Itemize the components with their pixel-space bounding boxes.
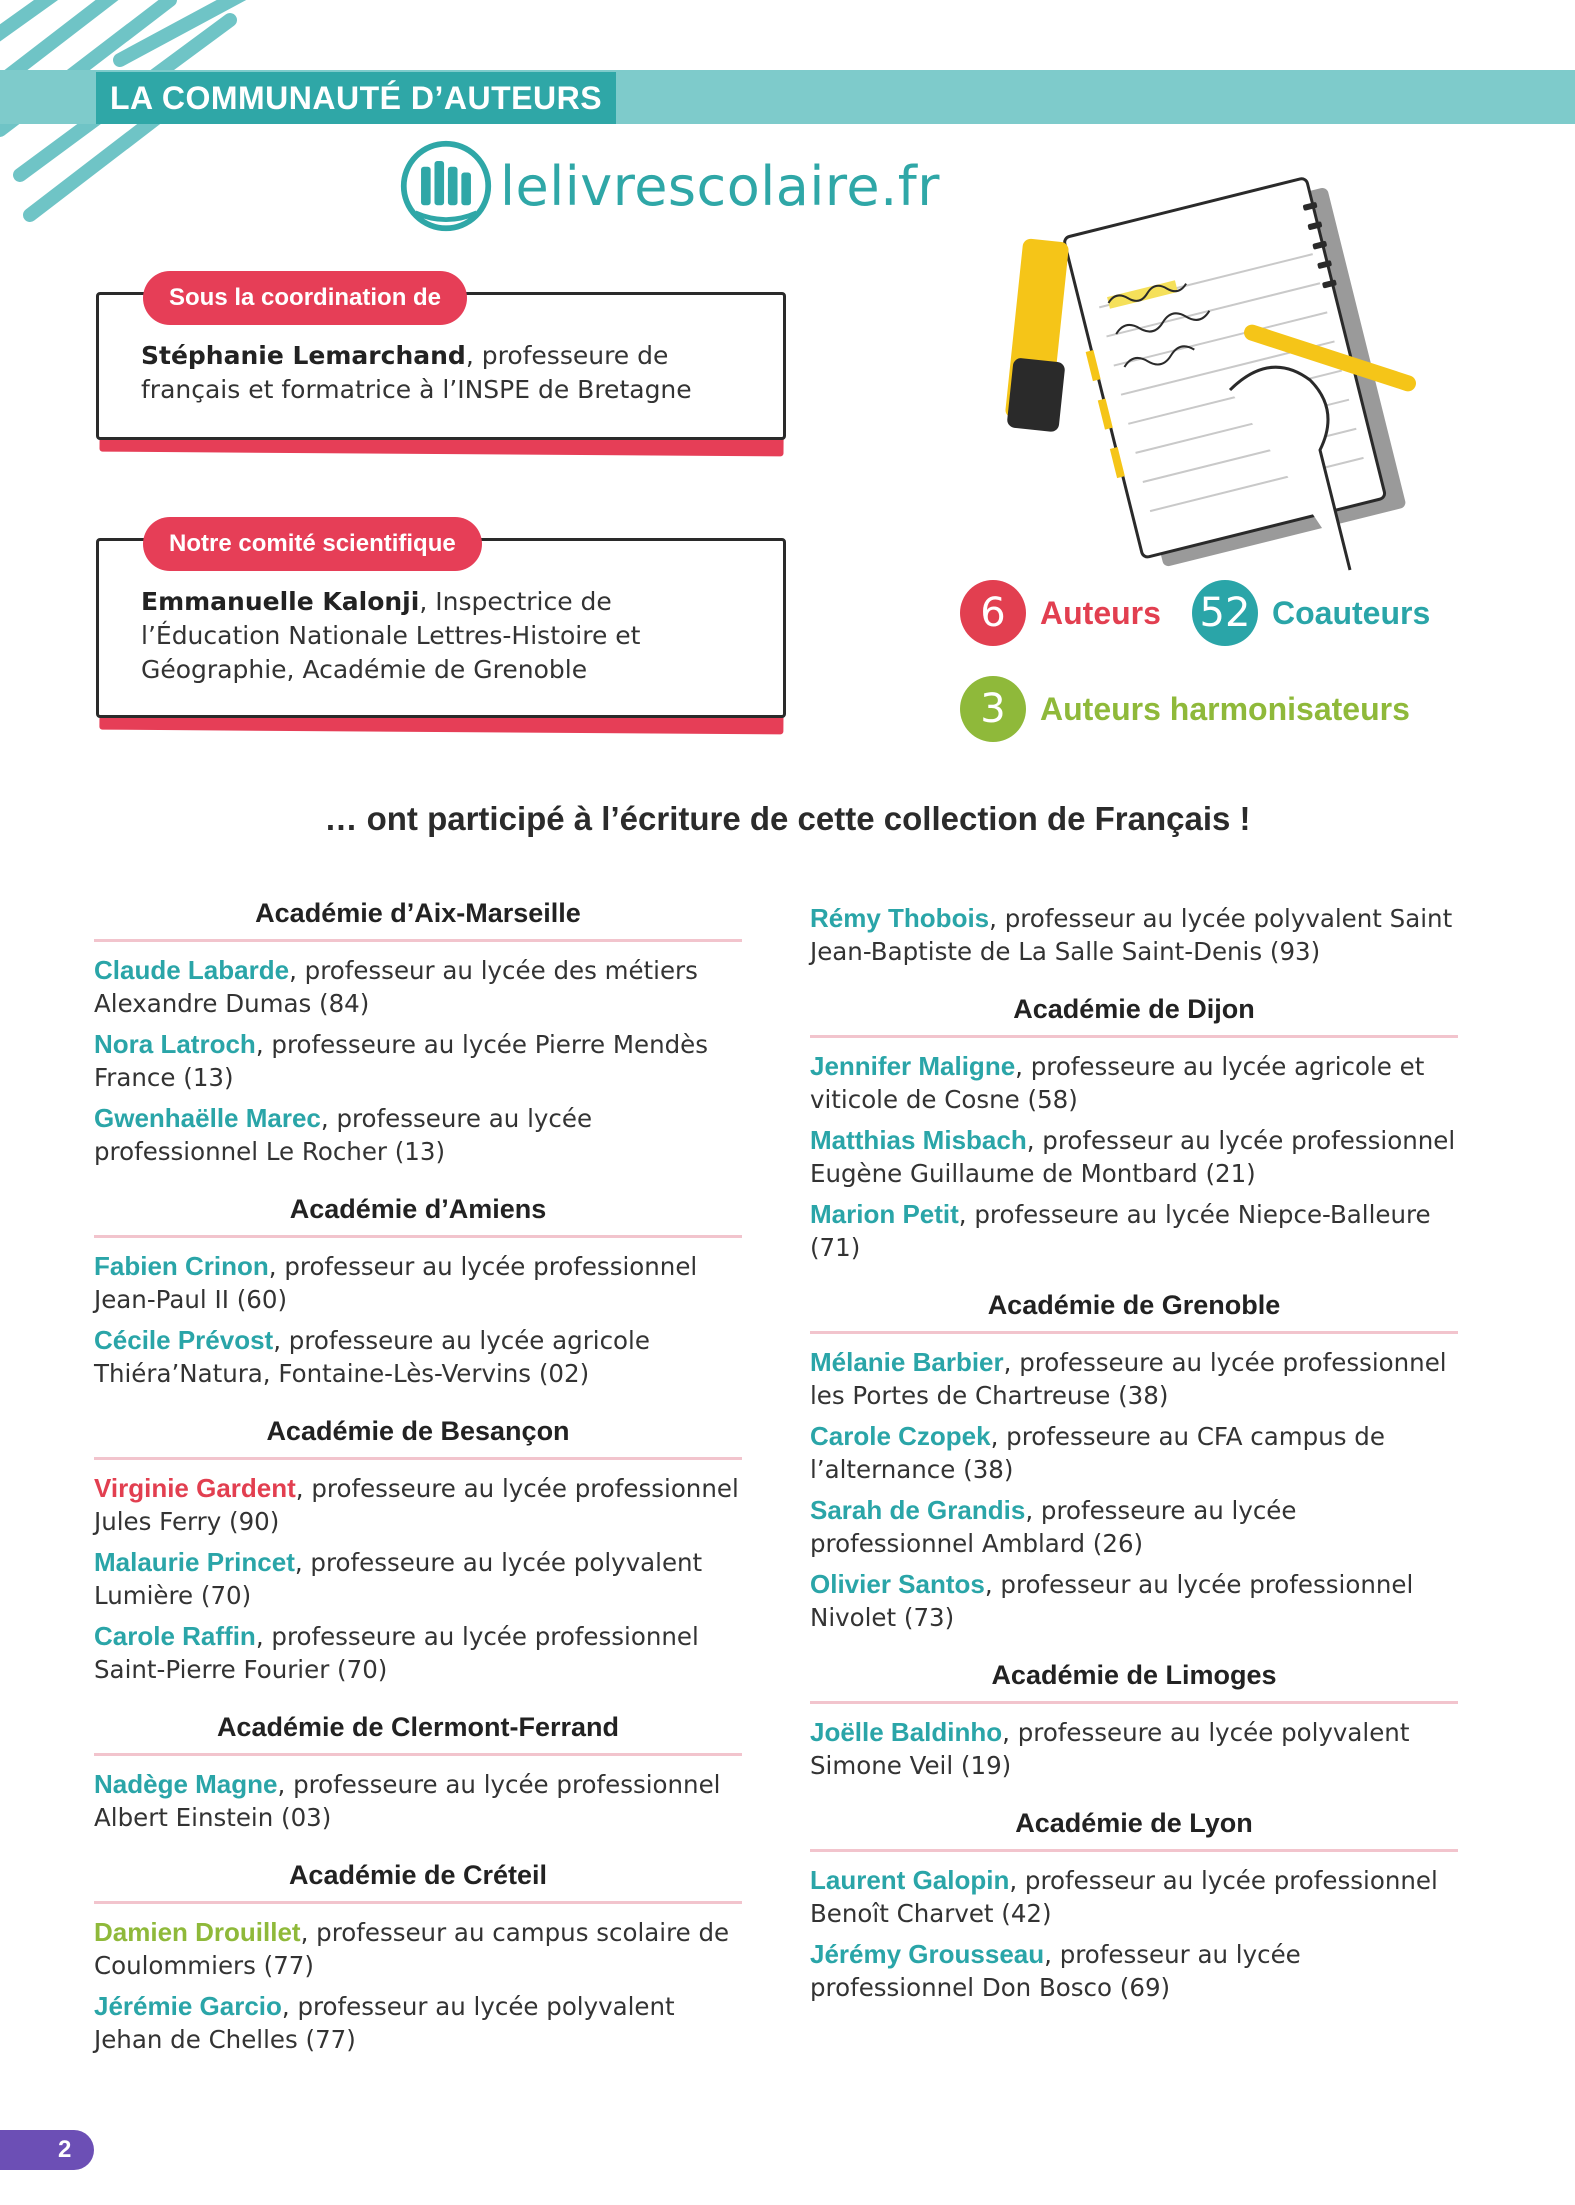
contributor-entry: [810, 902, 1458, 968]
contributor-role: , professeur au lycée professionnel Jean-Paul II (60): [94, 1252, 698, 1314]
contributor-role: , professeur au lycée professionnel Benoît Charvet (42): [810, 1866, 1438, 1928]
contributors-left-column: [94, 898, 742, 2082]
contributor-role: , professeure au lycée professionnel Le Rocher (13): [94, 1104, 593, 1166]
contributor-entry: [94, 1028, 742, 1094]
stat-label: Auteurs: [1040, 594, 1161, 631]
contributor-name: Jérémy Grousseau: [810, 1939, 1045, 1969]
contributor-name: Carole Raffin: [94, 1621, 256, 1651]
contributor-name: Rémy Thobois: [810, 903, 990, 933]
academy-group: [94, 1712, 742, 1834]
contributor-entry: [810, 1494, 1458, 1560]
contributor-entry: [94, 1324, 742, 1390]
academy-title: Académie d’Amiens: [94, 1194, 742, 1238]
contributor-name: Jérémie Garcio: [94, 1991, 282, 2021]
contributor-name: Mélanie Barbier: [810, 1347, 1004, 1377]
contributor-entry: [94, 1102, 742, 1168]
contributor-entry: [810, 1938, 1458, 2004]
academy-title: Académie d’Aix-Marseille: [94, 898, 742, 942]
stat-label: Coauteurs: [1272, 594, 1431, 631]
contributor-entry: [810, 1420, 1458, 1486]
stat-coauthors: [1192, 580, 1430, 646]
contributor-entry: [810, 1568, 1458, 1634]
contributor-name: Laurent Galopin: [810, 1865, 1010, 1895]
contributor-role: , professeur au campus scolaire de Coulommiers (77): [94, 1918, 730, 1980]
contributor-name: Nadège Magne: [94, 1769, 278, 1799]
academy-title: Académie de Créteil: [94, 1860, 742, 1904]
contributor-entry: [94, 1472, 742, 1538]
contributors-headline: … ont participé à l’écriture de cette collection de Français !: [324, 800, 1251, 837]
page-number: 2: [0, 2130, 94, 2170]
contributor-role: , professeure au lycée polyvalent Lumière (70): [94, 1548, 703, 1610]
contributor-name: Claude Labarde: [94, 955, 290, 985]
academy-group: [94, 1194, 742, 1390]
contributor-role: , professeure au lycée Niepce-Balleure (71): [810, 1200, 1431, 1262]
contributor-role: , professeure au lycée agricole et viticole de Cosne (58): [810, 1052, 1425, 1114]
coordination-card: [96, 284, 786, 440]
contributor-entry: [810, 1124, 1458, 1190]
stat-authors: [960, 580, 1161, 646]
contributor-role: , professeure au lycée agricole Thiéra’Natura, Fontaine-Lès-Vervins (02): [94, 1326, 650, 1388]
academy-group: [94, 1860, 742, 2056]
contributor-name: Gwenhaëlle Marec: [94, 1103, 321, 1133]
academy-group: [810, 994, 1458, 1264]
stat-harmonizers: [960, 676, 1410, 742]
contributor-name: Sarah de Grandis: [810, 1495, 1026, 1525]
committee-name: Emmanuelle Kalonji: [141, 587, 420, 616]
contributor-entry: [810, 1716, 1458, 1782]
contributor-name: Nora Latroch: [94, 1029, 256, 1059]
contributor-name: Damien Drouillet: [94, 1917, 301, 1947]
contributor-entry: [94, 1250, 742, 1316]
contributor-name: Fabien Crinon: [94, 1251, 269, 1281]
contributor-role: , professeure au CFA campus de l’alternance (38): [810, 1422, 1385, 1484]
contributor-role: , professeur au lycée professionnel Eugène Guillaume de Montbard (21): [810, 1126, 1456, 1188]
contributor-entry: [94, 1620, 742, 1686]
contributor-entry: [94, 1916, 742, 1982]
contributors-right-column: [810, 902, 1458, 2030]
academy-title: Académie de Clermont-Ferrand: [94, 1712, 742, 1756]
contributor-role: , professeure au lycée professionnel Saint-Pierre Fourier (70): [94, 1622, 699, 1684]
academy-title: Académie de Dijon: [810, 994, 1458, 1038]
committee-text: , Inspectrice de l’Éducation Nationale Lettres-Histoire et Géographie, Académie de Grenoble: [141, 587, 641, 684]
academy-title: Académie de Grenoble: [810, 1290, 1458, 1334]
contributor-name: Olivier Santos: [810, 1569, 985, 1599]
academy-title: Académie de Besançon: [94, 1416, 742, 1460]
stat-label: Auteurs harmonisateurs: [1040, 690, 1410, 727]
contributor-role: , professeure au lycée professionnel Albert Einstein (03): [94, 1770, 721, 1832]
contributor-name: Carole Czopek: [810, 1421, 991, 1451]
coordinator-name: Stéphanie Lemarchand: [141, 341, 466, 370]
contributor-entry: [810, 1198, 1458, 1264]
contributor-role: , professeure au lycée professionnel les Portes de Chartreuse (38): [810, 1348, 1447, 1410]
section-title: LA COMMUNAUTÉ D’AUTEURS: [96, 72, 616, 124]
site-logo[interactable]: [398, 138, 940, 234]
stat-number: 3: [960, 676, 1026, 742]
stat-number: 52: [1192, 580, 1258, 646]
contributor-role: , professeur au lycée professionnel Don Bosco (69): [810, 1940, 1301, 2002]
contributor-name: Joëlle Baldinho: [810, 1717, 1003, 1747]
academy-group: [810, 1290, 1458, 1634]
committee-card: [96, 530, 786, 718]
academy-group: [810, 902, 1458, 968]
contributor-role: , professeur au lycée des métiers Alexandre Dumas (84): [94, 956, 698, 1018]
contributor-entry: [810, 1864, 1458, 1930]
contributor-role: , professeur au lycée polyvalent Saint Jean-Baptiste de La Salle Saint-Denis (93): [810, 904, 1453, 966]
contributor-entry: [94, 1546, 742, 1612]
academy-group: [810, 1660, 1458, 1782]
academy-group: [94, 898, 742, 1168]
contributor-name: Malaurie Princet: [94, 1547, 295, 1577]
contributor-name: Jennifer Maligne: [810, 1051, 1016, 1081]
coordinator-text: , professeure de français et formatrice à l’INSPE de Bretagne: [141, 341, 692, 404]
contributor-role: , professeure au lycée polyvalent Simone Veil (19): [810, 1718, 1410, 1780]
notebook-illustration: [1000, 160, 1440, 580]
contributor-name: Matthias Misbach: [810, 1125, 1027, 1155]
contributor-entry: [810, 1050, 1458, 1116]
contributor-role: , professeure au lycée professionnel Jules Ferry (90): [94, 1474, 739, 1536]
academy-title: Académie de Lyon: [810, 1808, 1458, 1852]
coordination-pill: Sous la coordination de: [143, 271, 467, 325]
contributor-entry: [810, 1346, 1458, 1412]
logo-text: lelivrescolaire.fr: [500, 154, 940, 218]
academy-group: [810, 1808, 1458, 2004]
contributor-entry: [94, 1768, 742, 1834]
contributor-entry: [94, 954, 742, 1020]
contributor-name: Marion Petit: [810, 1199, 959, 1229]
contributor-role: , professeur au lycée polyvalent Jehan de Chelles (77): [94, 1992, 675, 2054]
academy-group: [94, 1416, 742, 1686]
book-logo-icon: [398, 138, 494, 234]
contributor-role: , professeure au lycée Pierre Mendès France (13): [94, 1030, 709, 1092]
contributor-name: Virginie Gardent: [94, 1473, 296, 1503]
academy-title: Académie de Limoges: [810, 1660, 1458, 1704]
stat-number: 6: [960, 580, 1026, 646]
contributor-entry: [94, 1990, 742, 2056]
contributor-name: Cécile Prévost: [94, 1325, 274, 1355]
committee-pill: Notre comité scientifique: [143, 517, 482, 571]
contributor-role: , professeure au lycée professionnel Amblard (26): [810, 1496, 1297, 1558]
contributor-role: , professeur au lycée professionnel Nivolet (73): [810, 1570, 1414, 1632]
